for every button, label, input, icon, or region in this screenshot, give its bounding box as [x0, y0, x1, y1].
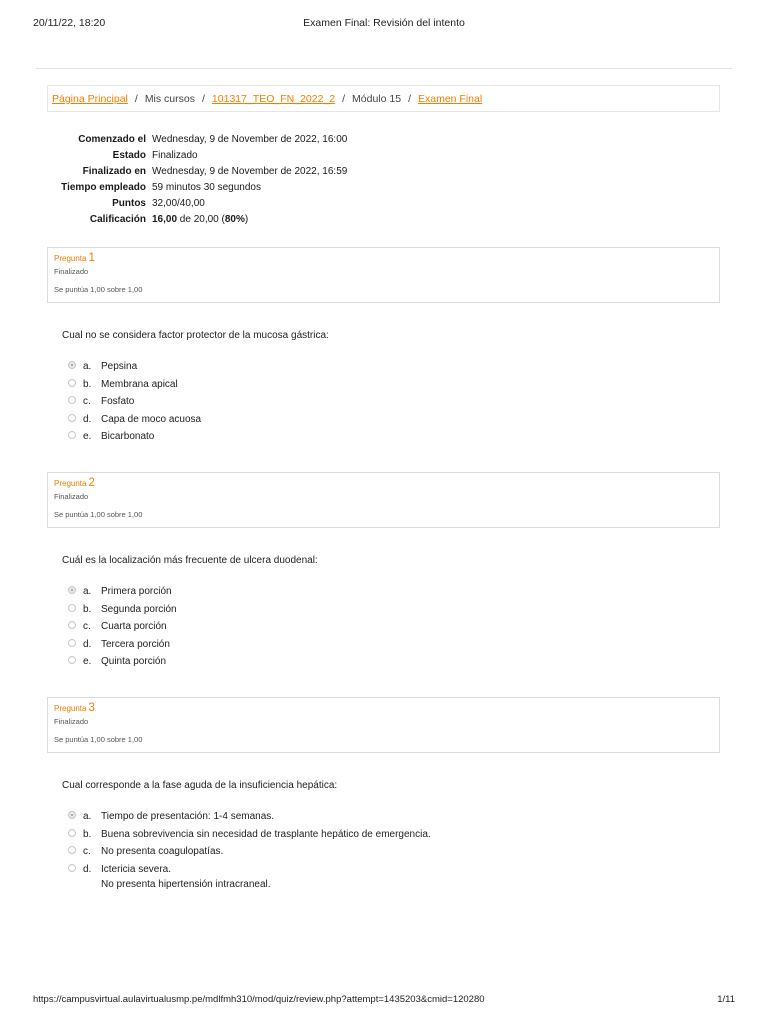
answer-letter: c.: [83, 846, 91, 858]
question-1-text: Cual no se considera factor protector de la mucosa gástrica:: [62, 330, 329, 341]
question-3-info: [47, 697, 720, 753]
answer-text: Segunda porción: [101, 603, 177, 615]
print-footer: [33, 994, 735, 1008]
radio-checked-icon[interactable]: [68, 361, 76, 369]
answer-text: Tercera porción: [101, 638, 170, 650]
radio-checked-icon[interactable]: [68, 586, 76, 594]
summary-label: Tiempo empleado: [61, 182, 146, 193]
summary-row-grade: [52, 211, 472, 227]
breadcrumb-home-link[interactable]: Página Principal: [52, 93, 128, 105]
question-1-info: [47, 247, 720, 303]
print-timestamp: 20/11/22, 18:20: [33, 17, 106, 29]
breadcrumb-separator: /: [342, 93, 346, 105]
answer-text: Fosfato: [101, 396, 135, 408]
radio-icon[interactable]: [68, 379, 76, 387]
summary-label: Estado: [112, 150, 146, 161]
question-state: Finalizado: [54, 267, 89, 276]
radio-icon[interactable]: [68, 656, 76, 664]
print-header: [33, 17, 735, 31]
summary-value: Wednesday, 9 de November de 2022, 16:59: [152, 166, 348, 177]
radio-icon[interactable]: [68, 829, 76, 837]
summary-value: 59 minutos 30 segundos: [152, 182, 261, 193]
header-divider: [36, 68, 732, 69]
answer-letter: d.: [83, 863, 92, 875]
answer-letter: c.: [83, 621, 91, 633]
answer-letter: b.: [83, 378, 92, 390]
question-label-text: Pregunta: [54, 704, 87, 713]
answer-text: Membrana apical: [101, 378, 178, 390]
breadcrumb-separator: /: [408, 93, 411, 105]
grade-label: Calificación: [89, 214, 146, 225]
breadcrumb-separator: /: [134, 93, 138, 105]
summary-value: Finalizado: [152, 150, 198, 161]
grade-value: [152, 211, 472, 227]
summary-value: 32,00/40,00: [152, 198, 205, 209]
question-label: [54, 702, 719, 715]
answer-text: Ictericia severa.: [101, 863, 172, 875]
radio-icon[interactable]: [68, 846, 76, 854]
radio-icon[interactable]: [68, 396, 76, 404]
question-2-info: [47, 472, 720, 528]
answer-letter: b.: [83, 603, 92, 615]
question-number: 1: [88, 252, 95, 264]
breadcrumb-quiz-link[interactable]: Examen Final: [418, 93, 483, 105]
answer-letter: e.: [83, 431, 92, 443]
answer-text: Cuarta porción: [101, 621, 167, 633]
print-url: https://campusvirtual.aulavirtualusmp.pe/mdlfmh310/mod/quiz/review.php?attempt=1435203&cmid=120280: [33, 994, 485, 1005]
answer-letter: a.: [83, 811, 92, 822]
question-label-text: Pregunta: [54, 254, 87, 263]
answer-text-line2: No presenta hipertensión intracraneal.: [101, 878, 271, 890]
answer-letter: b.: [83, 828, 92, 840]
breadcrumb: [47, 85, 720, 112]
radio-icon[interactable]: [68, 864, 76, 872]
breadcrumb-course-link[interactable]: 101317_TEO_FN_2022_2: [211, 93, 336, 105]
summary-row: [52, 147, 472, 163]
summary-label: Puntos: [112, 198, 146, 209]
answer-text: No presenta coagulopatías.: [101, 846, 224, 858]
print-page-number: 1/11: [717, 994, 735, 1005]
summary-value: Wednesday, 9 de November de 2022, 16:00: [152, 134, 348, 145]
radio-checked-icon[interactable]: [68, 811, 76, 819]
grade-percent: 80%: [224, 214, 245, 225]
question-3-text: Cual corresponde a la fase aguda de la insuficiencia hepática:: [62, 780, 338, 791]
question-grade: Se puntúa 1,00 sobre 1,00: [54, 510, 143, 519]
breadcrumb-my-courses[interactable]: Mis cursos: [144, 93, 195, 105]
summary-row: [52, 179, 472, 195]
grade-middle: de 20,00 (: [177, 214, 225, 225]
answer-text: Pepsina: [101, 361, 138, 372]
answer-text: Quinta porción: [101, 656, 167, 668]
radio-icon[interactable]: [68, 414, 76, 422]
answer-text: Buena sobrevivencia sin necesidad de trasplante hepático de emergencia.: [101, 828, 431, 840]
radio-icon[interactable]: [68, 431, 76, 439]
grade-end: ): [244, 214, 249, 225]
answer-letter: e.: [83, 656, 92, 668]
breadcrumb-module[interactable]: Módulo 15: [352, 93, 402, 105]
answer-letter: c.: [83, 396, 91, 408]
question-number: 3: [88, 702, 95, 714]
answer-letter: d.: [83, 638, 92, 650]
radio-icon[interactable]: [68, 604, 76, 612]
radio-icon[interactable]: [68, 639, 76, 647]
question-label: [54, 477, 719, 490]
summary-row: [52, 131, 472, 147]
summary-row: [52, 195, 472, 211]
summary-label: Comenzado el: [78, 134, 146, 145]
question-grade: Se puntúa 1,00 sobre 1,00: [54, 285, 143, 294]
question-number: 2: [88, 477, 95, 489]
answer-text: Bicarbonato: [101, 431, 155, 443]
summary-row: [52, 163, 472, 179]
answer-letter: a.: [83, 361, 92, 372]
question-label-text: Pregunta: [54, 479, 87, 488]
radio-icon[interactable]: [68, 621, 76, 629]
question-state: Finalizado: [54, 492, 89, 501]
breadcrumb-separator: /: [202, 93, 205, 105]
answer-text: Tiempo de presentación: 1-4 semanas.: [101, 811, 275, 822]
answer-letter: a.: [83, 586, 92, 597]
print-page-title: Examen Final: Revisión del intento: [303, 17, 465, 29]
answer-letter: d.: [83, 413, 92, 425]
summary-label: Finalizado en: [82, 166, 146, 177]
question-state: Finalizado: [54, 717, 89, 726]
question-grade: Se puntúa 1,00 sobre 1,00: [54, 735, 143, 744]
answer-text: Primera porción: [101, 586, 172, 597]
grade-score: 16,00: [152, 214, 178, 225]
answer-text: Capa de moco acuosa: [101, 413, 202, 425]
question-2-text: Cuál es la localización más frecuente de ulcera duodenal:: [62, 555, 318, 566]
attempt-summary-table: [52, 131, 472, 227]
question-label: [54, 252, 719, 265]
